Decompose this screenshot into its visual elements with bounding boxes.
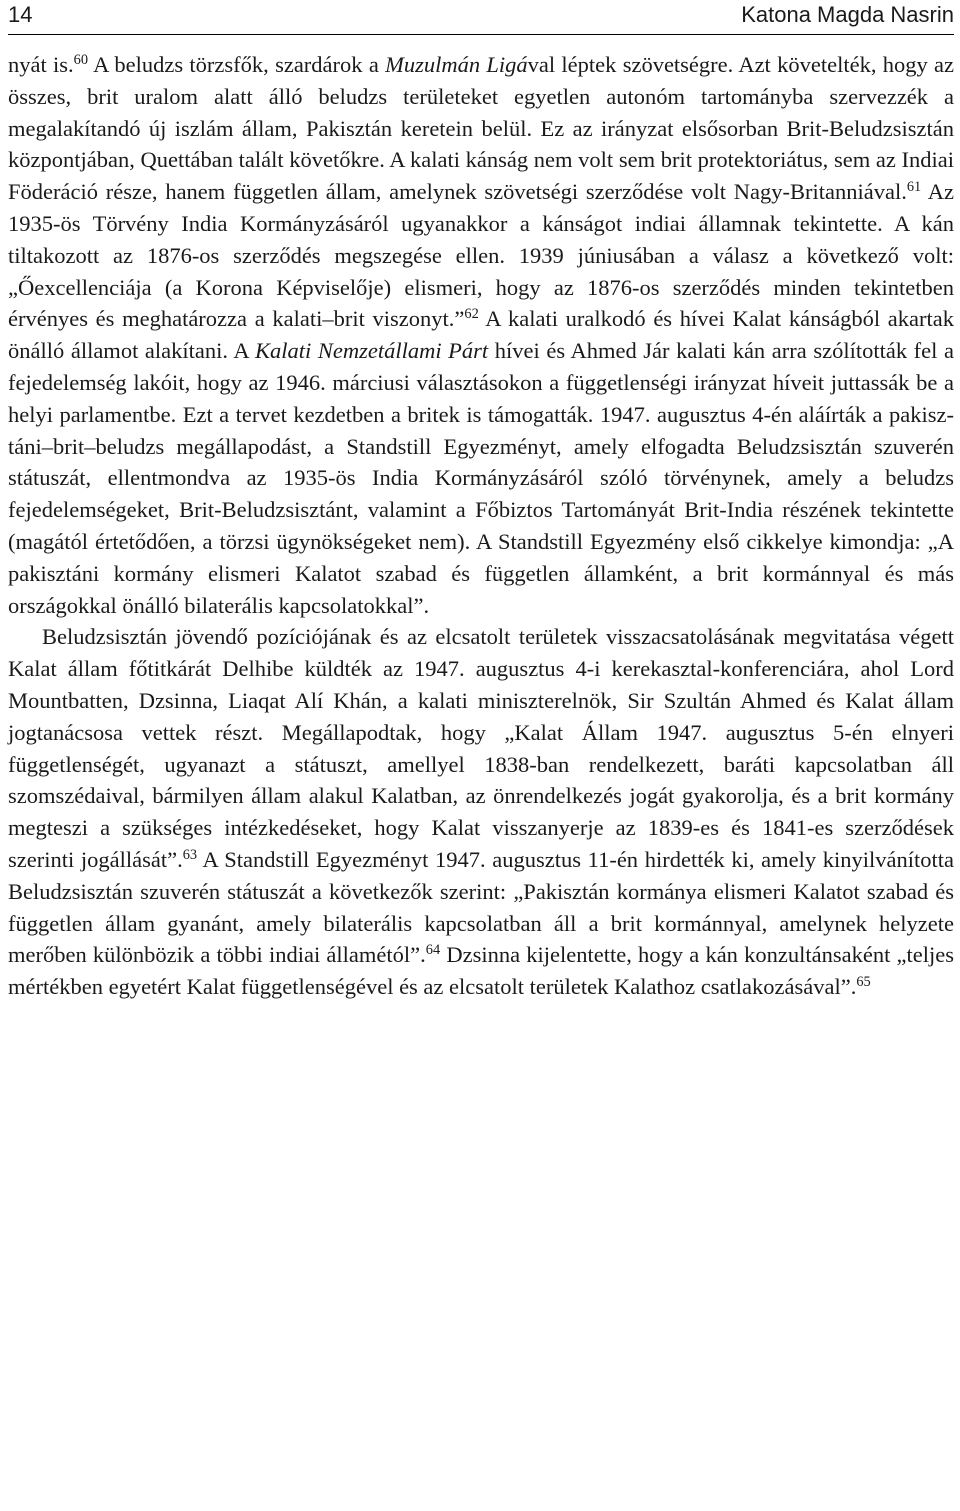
footnote-ref: 62 xyxy=(464,306,479,323)
page-number: 14 xyxy=(8,2,33,27)
paragraph xyxy=(8,621,954,1003)
body-text xyxy=(8,49,954,1003)
text-run: Beludzsisztán jövendő pozíciójának és az elcsatolt területek visszacsatolásának megvitatása végett Kalat állam főtitkárát Delhibe küldték az 1947. augusztus 4-i kerekasztal-konferenciára, ahol Lord Mountbatten, Dzsinna, Liaqat Alí Khán, a kalati miniszterelnök, Sir Szultán Ahmed és Kalat állam jogtanácsosa vettek részt. Megállapodtak, hogy „Kalat Állam 1947. augusztus 5-én elnyeri függetlenségét, ugyanazt a státuszt, amellyel 1838-ban rendelkezett, baráti kapcsolatban áll szomszédaival, bármilyen állam alakul Kalatban, az önrendelkezés jogát gyakorolja, és a brit kormány megteszi a szükséges intézkedéseket, hogy Kalat visszanyerje az 1839-es és 1841-es szerződések szerinti jogállását”. xyxy=(8,624,954,872)
footnote-ref: 60 xyxy=(73,52,89,69)
text-run: val léptek szövetségre. Azt követelték, hogy az összes, brit uralom alatt álló beludzs területeket egyetlen autonóm tartományba szervezzék a megalakítandó új iszlám állam, Pakisztán keretein belül. Ez az irányzat elsősorban Brit-Beludzsisztán központjában, Quettában talált követőkre. A kalati kánság nem volt sem brit protektoriátus, sem az Indiai Föderáció része, hanem független állam, amelynek szövetségi szerződése volt Nagy-Britanniával. xyxy=(8,52,954,205)
text-run: hívei és Ahmed Jár kalati kán arra szólították fel a fejedelemség lakóit, hogy az 1946. márciusi választásokon a függetlenségi irányzat híveit juttassák be a helyi parlamentbe. Ezt a tervet kezdetben a britek is támogatták. 1947. augusztus 4-én aláírták a pakisztáni–brit–beludzs megállapodást, a Standstill Egyezményt, amely elfogadta Beludzsisztán szuverén státuszát, ellentmondva az 1935-ös India Kormányzásáról szóló törvénynek, amely a beludzs fejedelemségeket, Brit-Beludzsisztánt, valamint a Főbiztos Tartományát Brit-India részének tekintette (magától értetődően, a törzsi ügynökségeket nem). A Standstill Egyezmény első cikkelye kimondja: „A pakisztáni kormány elismeri Kalatot szabad és független államként, a brit kormánnyal és más országokkal önálló bilaterális kapcsolatokkal”. xyxy=(8,338,954,618)
text-run: A Standstill Egyezményt 1947. augusztus 11-én hirdették ki, amely kinyilvánította Beludzsisztán szuverén státuszát a következők szerint: „Pakisztán kormánya elismeri Kalatot szabad és független állam gyanánt, amely bilaterális kapcsolatban áll a brit kormánnyal, amelynek helyzete merőben különbözik a többi indiai államétól”. xyxy=(8,846,954,968)
footnote-ref: 63 xyxy=(182,847,198,864)
text-run: Dzsinna kijelentette, hogy a kán konzultánsaként „teljes mértékben egyetért Kalat függetlenségével és az elcsatolt területek Kalathoz csatlakozásával”. xyxy=(8,942,954,1000)
document-page xyxy=(8,0,954,1511)
text-run: Az 1935-ös Törvény India Kormányzásáról ugyanakkor a kánságot indiai államnak tekintette. A kán tiltakozott az 1876-os szerződés megszegése ellen. 1939 júniusában a válasz a következő volt: „Őexcellenciája (a Korona Képviselője) elismeri, hogy az 1876-os szerződés minden tekintetben érvényes és meghatározza a kalati–brit viszonyt.” xyxy=(8,179,955,332)
text-run: A kalati uralkodó és hívei Kalat kánságból akartak önálló államot alakítani. A xyxy=(8,306,954,364)
running-head-author: Katona Magda Nasrin xyxy=(741,2,954,27)
running-header xyxy=(8,0,954,35)
text-run: nyát is. xyxy=(8,52,74,77)
paragraph xyxy=(8,49,954,621)
text-run: A beludzs törzsfők, szardárok a xyxy=(88,52,386,77)
footnote-ref: 65 xyxy=(856,974,871,991)
italic-term: Kalati Nemzetállami Párt xyxy=(254,338,489,364)
footnote-ref: 64 xyxy=(425,942,441,959)
footnote-ref: 61 xyxy=(906,179,922,196)
italic-term: Muzulmán Ligá xyxy=(385,52,528,77)
